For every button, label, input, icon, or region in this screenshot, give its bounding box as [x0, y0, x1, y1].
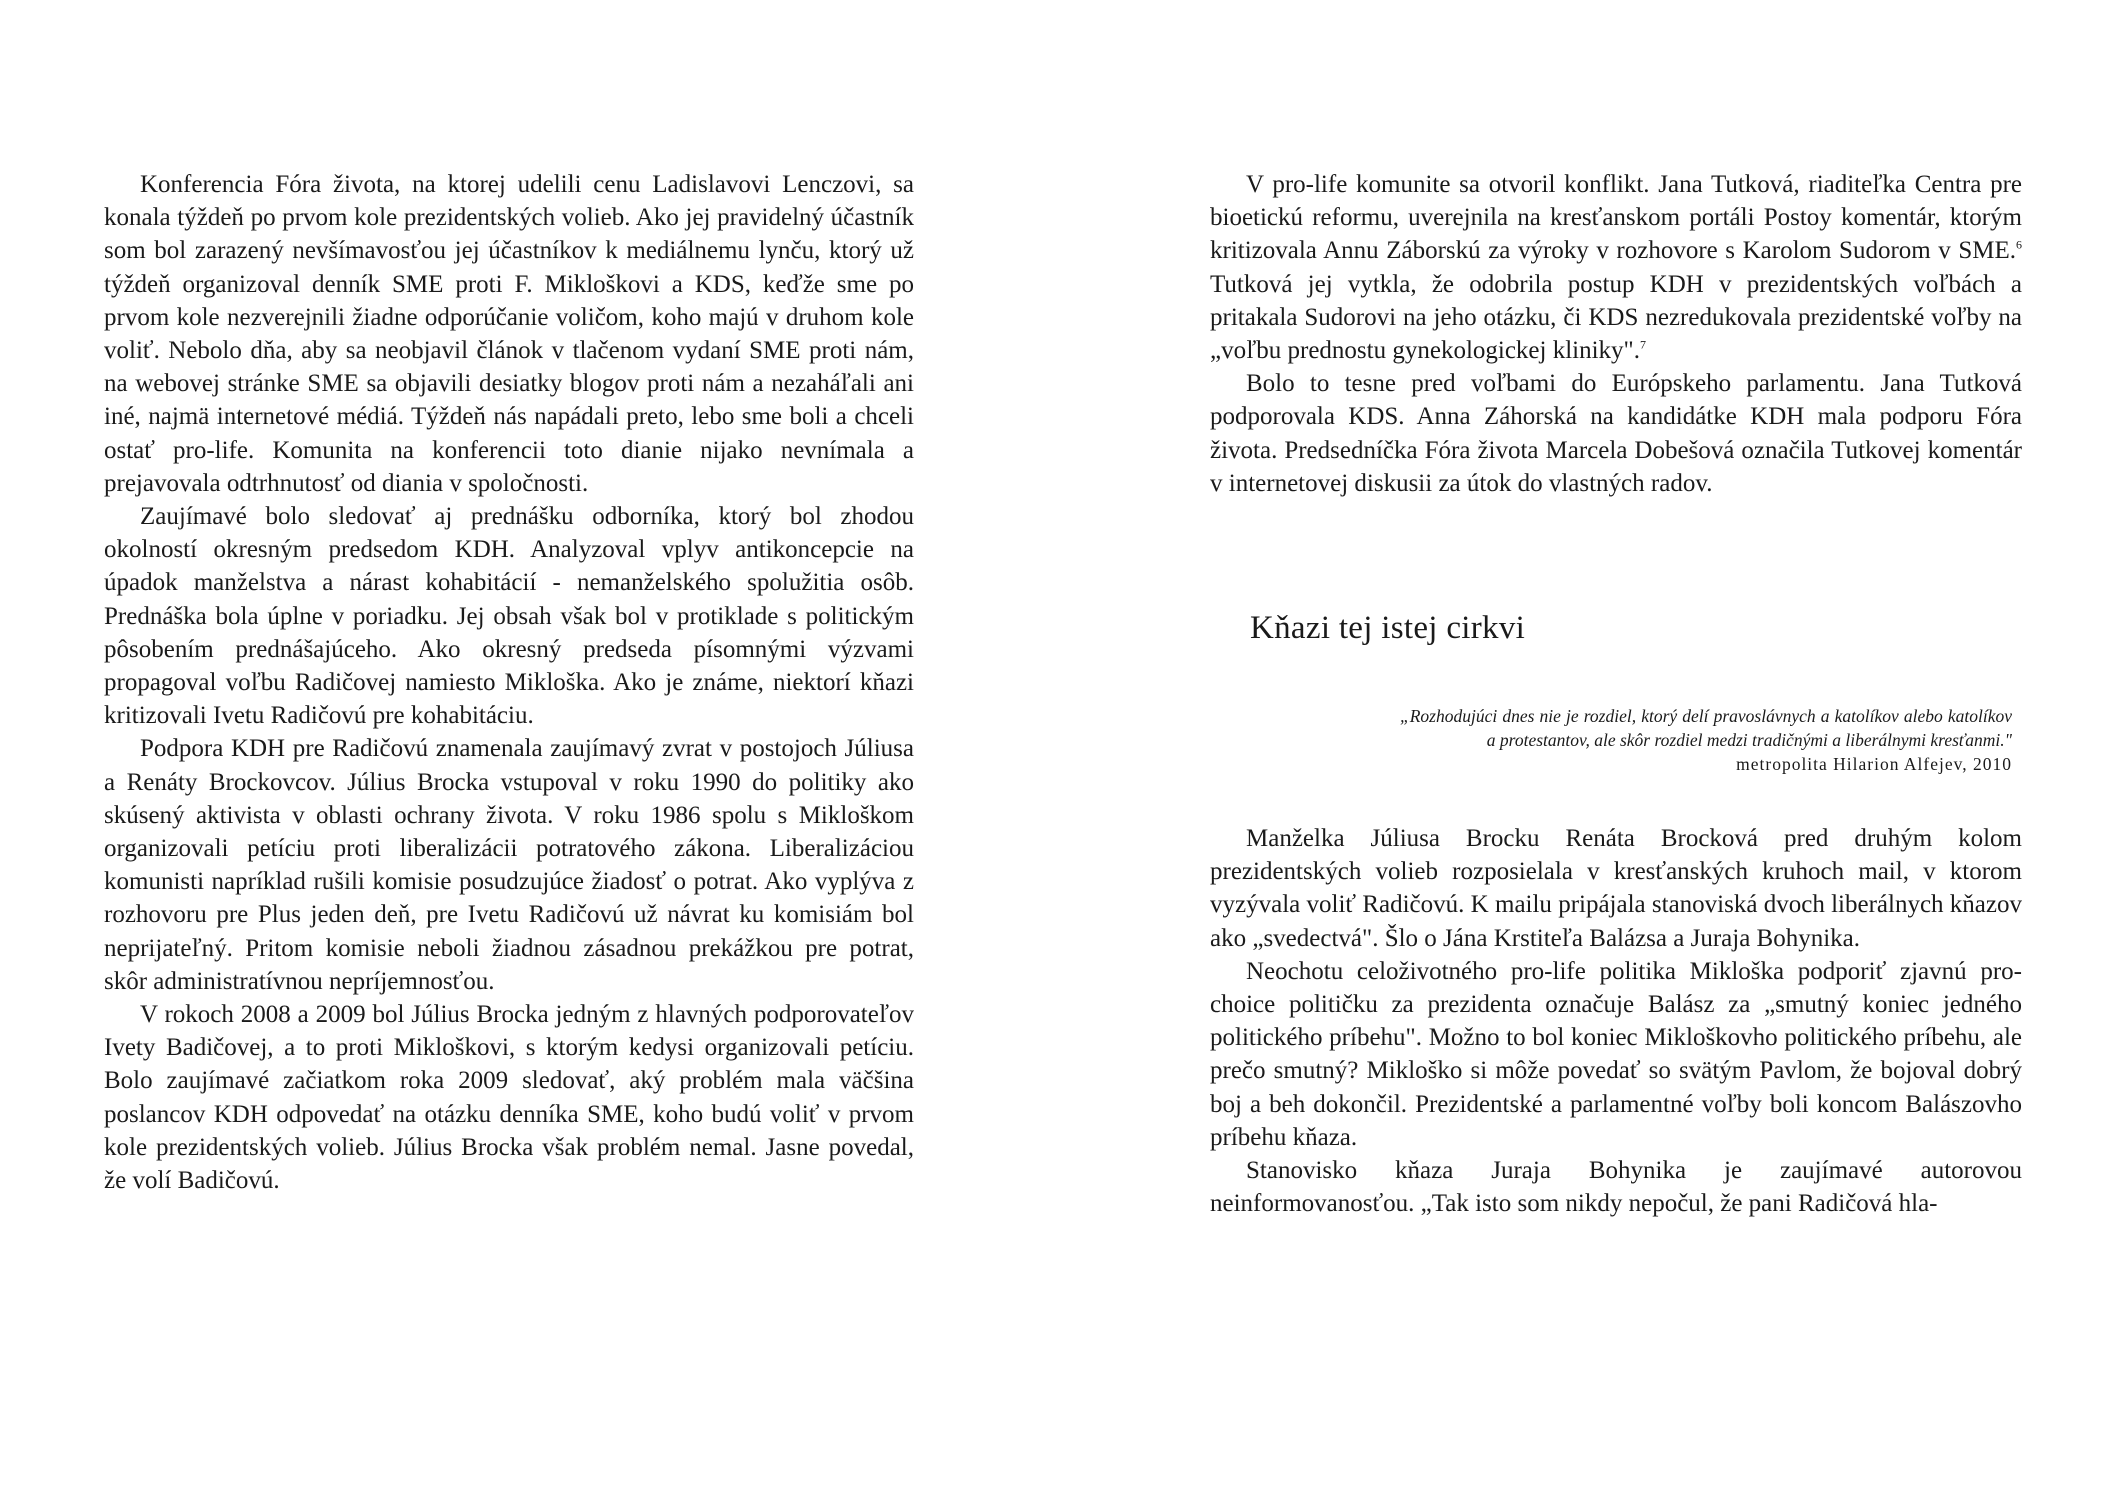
- epigraph-source: metropolita Hilarion Alfejev, 2010: [1736, 754, 2012, 775]
- paragraph: Zaujímavé bolo sledovať aj prednášku odborníka, ktorý bol zhodou okolností okresným predsedom KDH. Analyzoval vplyv antikoncepcie na úpadok manželstva a nárast kohabitácií - nemanželského spolužitia osôb. Prednáška bola úplne v poriadku. Jej obsah však bol v protiklade s politickým pôsobením prednášajúceho. Ako okresný predseda písomnými výzvami propagoval voľbu Radičovej namiesto Mikloška. Ako je známe, niektorí kňazi kritizovali Ivetu Radičovú pre kohabitáciu.: [104, 503, 914, 730]
- footnote-marker[interactable]: 6: [2016, 238, 2022, 253]
- paragraph-text: V pro-life komunite sa otvoril konflikt. Jana Tutková, riaditeľka Centra pre bioetickú reformu, uverejnila na kresťanskom portáli Postoy komentár, ktorým kritizovala Annu Záborskú za výroky v rozhovore s Karolom Sudorom v SME.: [1210, 171, 2022, 265]
- paragraph: Stanovisko kňaza Juraja Bohynika je zaujímavé autorovou neinformovanosťou. „Tak isto som nikdy nepočul, že pani Radičová hla-: [1210, 1157, 2022, 1218]
- footnote-marker[interactable]: 7: [1640, 337, 1647, 352]
- paragraph: Podpora KDH pre Radičovú znamenala zaujímavý zvrat v postojoch Júliusa a Renáty Brockovcov. Július Brocka vstupoval v roku 1990 do politiky ako skúsený aktivista v oblasti ochrany života. V roku 1986 spolu s Mikloškom organizovali petíciu proti liberalizácii potratového zákona. Liberalizáciou komunisti napríklad rušili komisie posudzujúce žiadosť o potrat. Ako vyplýva z rozhovoru pre Plus jeden deň, pre Ivetu Radičovú už návrat ku komisiám bol neprijateľný. Pritom komisie neboli žiadnou zásadnou prekážkou pre potrat, skôr administratívnou nepríjemnosťou.: [104, 735, 914, 995]
- epigraph-quote: „Rozhodujúci dnes nie je rozdiel, ktorý delí pravoslávnych a katolíkov alebo katolíkov a protestantov, ale skôr rozdiel medzi tradičnými a liberálnymi kresťanmi.": [1400, 706, 2012, 750]
- right-page: [1210, 168, 2022, 1220]
- paragraph: Neochotu celoživotného pro-life politika Mikloška podporiť zjavnú pro-choice političku za prezidenta označuje Balász za „smutný koniec jedného politického príbehu". Možno to bol koniec Mikloškovho politického príbehu, ale prečo smutný? Mikloško si môže povedať so svätým Pavlom, že bojoval dobrý boj a beh dokončil. Prezidentské a parlamentné voľby boli koncom Balászovho príbehu kňaza.: [1210, 957, 2022, 1151]
- paragraph: [1210, 168, 2022, 367]
- left-page: [104, 168, 914, 1197]
- paragraph: Konferencia Fóra života, na ktorej udelili cenu Ladislavovi Lenczovi, sa konala týždeň po prvom kole prezidentských volieb. Ako jej pravidelný účastník som bol zarazený nevšímavosťou jej účastníkov k mediálnemu lynču, ktorý už týždeň organizoval denník SME proti F. Mikloškovi a KDS, keďže sme po prvom kole nezverejnili žiadne odporúčanie voličom, koho majú v druhom kole voliť. Nebolo dňa, aby sa neobjavil článok v tlačenom vydaní SME proti nám, na webovej stránke SME sa objavili desiatky blogov proti nám a nezaháľali ani iné, najmä internetové médiá. Týždeň nás napádali preto, lebo sme boli a chceli ostať pro-life. Komunita na konferencii toto dianie nijako nevnímala a prejavovala odtrhnutosť od diania v spoločnosti.: [104, 171, 914, 497]
- paragraph-text: Tutková jej vytkla, že odobrila postup KDH v prezidentských voľbách a pritakala Sudorovi na jeho otázku, či KDS nezredukovala prezidentské voľby na „voľbu prednostu gynekologickej kliniky".: [1210, 270, 2022, 365]
- paragraph: V rokoch 2008 a 2009 bol Július Brocka jedným z hlavných podporovateľov Ivety Badičovej, a to proti Mikloškovi, s ktorým kedysi organizovali petíciu. Bolo zaujímavé začiatkom roka 2009 sledovať, aký problém mala väčšina poslancov KDH odpovedať na otázku denníka SME, koho budú voliť v prvom kole prezidentských volieb. Július Brocka však problém nemal. Jasne povedal, že volí Badičovú.: [104, 1001, 914, 1195]
- epigraph: [1400, 705, 2012, 776]
- paragraph: Bolo to tesne pred voľbami do Európskeho parlamentu. Jana Tutková podporovala KDS. Anna Záhorská na kandidátke KDH mala podporu Fóra života. Predsedníčka Fóra života Marcela Dobešová označila Tutkovej komentár v internetovej diskusii za útok do vlastných radov.: [1210, 370, 2022, 497]
- paragraph: Manželka Júliusa Brocku Renáta Brocková pred druhým kolom prezidentských volieb rozposielala v kresťanských kruhoch mail, v ktorom vyzývala voliť Radičovú. K mailu pripájala stanoviská dvoch liberálnych kňazov ako „svedectvá". Šlo o Jána Krstiteľa Balázsa a Juraja Bohynika.: [1210, 825, 2022, 952]
- section-heading: Kňazi tej istej cirkvi: [1250, 610, 1526, 647]
- section-body: [1210, 822, 2022, 1220]
